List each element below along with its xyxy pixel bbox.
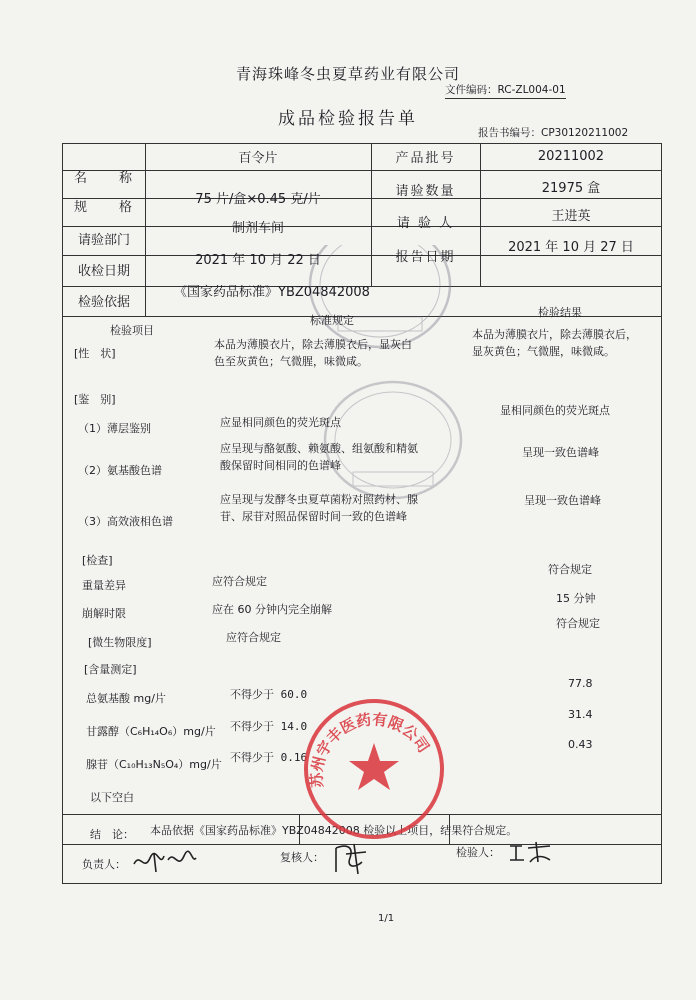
report-title: 成品检验报告单 bbox=[278, 109, 418, 129]
adenosine-result: 0.43 bbox=[568, 738, 593, 751]
microbial-item: [微生物限度] bbox=[88, 636, 152, 649]
disintegration-result: 15 分钟 bbox=[556, 592, 596, 605]
spec-label: 规 格 bbox=[73, 199, 134, 215]
section-inspection: [检查] bbox=[82, 554, 113, 567]
adenosine-item: 腺苷（C₁₀H₁₃N₅O₄）mg/片 bbox=[86, 758, 222, 771]
company-seal-icon bbox=[300, 695, 448, 843]
mannitol-standard: 不得少于 14.0 bbox=[230, 720, 308, 733]
report-date-value: 2021 年 10 月 27 日 bbox=[508, 239, 634, 255]
reviewer-label: 复核人： bbox=[280, 851, 324, 864]
receive-date-label: 收检日期 bbox=[77, 263, 130, 279]
department-value: 制剂车间 bbox=[231, 220, 284, 236]
section-assay: [含量测定] bbox=[84, 663, 137, 676]
section-character: [性 状] bbox=[74, 347, 116, 360]
amino-standard: 不得少于 60.0 bbox=[230, 688, 308, 701]
reviewer-signature-icon bbox=[332, 838, 374, 878]
column-standard-header: 标准规定 bbox=[310, 314, 354, 327]
microbial-result: 符合规定 bbox=[556, 617, 600, 630]
page-number: 1/1 bbox=[378, 913, 395, 924]
weight-result: 符合规定 bbox=[548, 563, 592, 576]
basis-value: 《国家药品标准》YBZ04842008 bbox=[174, 285, 370, 300]
disintegration-item: 崩解时限 bbox=[82, 607, 126, 620]
amino-result: 77.8 bbox=[568, 677, 593, 690]
mannitol-result: 31.4 bbox=[568, 708, 593, 721]
name-value: 百令片 bbox=[238, 151, 278, 166]
svg-text:苏州宇丰医药有限公司: 苏州宇丰医药有限公司 bbox=[307, 710, 433, 789]
requester-label: 请 验 人 bbox=[396, 215, 455, 231]
adenosine-standard: 不得少于 0.16 bbox=[230, 751, 308, 764]
batch-value: 20211002 bbox=[537, 149, 605, 164]
id1-item: （1）薄层鉴别 bbox=[78, 422, 151, 435]
column-result-header: 检验结果 bbox=[538, 306, 582, 319]
id1-result: 显相同颜色的荧光斑点 bbox=[500, 404, 610, 417]
id3-standard: 应呈现与发酵冬虫夏草菌粉对照药材、腺 苷、尿苷对照品保留时间一致的色谱峰 bbox=[220, 493, 418, 523]
id2-result: 呈现一致色谱峰 bbox=[522, 446, 599, 459]
id2-standard: 应呈现与酪氨酸、赖氨酸、组氨酸和精氨 酸保留时间相同的色谱峰 bbox=[220, 442, 418, 472]
conclusion-text: 本品依据《国家药品标准》YBZ04842008 检验以上项目，结果符合规定。 bbox=[150, 824, 518, 837]
quantity-value: 21975 盒 bbox=[541, 180, 601, 196]
report-date-label: 报告日期 bbox=[395, 249, 456, 265]
id2-item: （2）氨基酸色谱 bbox=[78, 464, 162, 477]
requester-value: 王进英 bbox=[551, 208, 591, 224]
department-label: 请验部门 bbox=[77, 232, 130, 248]
id3-result: 呈现一致色谱峰 bbox=[524, 494, 601, 507]
id1-standard: 应显相同颜色的荧光斑点 bbox=[220, 416, 341, 429]
blank-note: 以下空白 bbox=[90, 791, 134, 804]
amino-item: 总氨基酸 mg/片 bbox=[86, 692, 166, 705]
microbial-standard: 应符合规定 bbox=[226, 631, 281, 644]
inspector-label: 检验人： bbox=[456, 846, 500, 859]
name-label: 名 称 bbox=[73, 171, 134, 186]
character-result: 本品为薄膜衣片，除去薄膜衣后， 显灰黄色；气微腥，味微咸。 bbox=[472, 328, 637, 358]
character-standard: 本品为薄膜衣片，除去薄膜衣后，显灰白 色至灰黄色；气微腥，味微咸。 bbox=[214, 338, 412, 368]
id3-item: （3）高效液相色谱 bbox=[78, 515, 173, 528]
report-number: 报告书编号：CP30120211002 bbox=[478, 127, 629, 139]
responsible-label: 负责人： bbox=[82, 858, 126, 871]
disintegration-standard: 应在 60 分钟内完全崩解 bbox=[212, 603, 332, 616]
spec-value: 75 片/盒×0.45 克/片 bbox=[195, 191, 321, 207]
mannitol-item: 甘露醇（C₆H₁₄O₆）mg/片 bbox=[86, 725, 216, 738]
column-item-header: 检验项目 bbox=[110, 324, 154, 337]
section-identification: [鉴 别] bbox=[74, 393, 116, 406]
quantity-label: 请验数量 bbox=[395, 183, 456, 199]
weight-standard: 应符合规定 bbox=[212, 575, 267, 588]
file-number: 文件编码：RC-ZL004-01 bbox=[445, 82, 566, 99]
receive-date-value: 2021 年 10 月 22 日 bbox=[195, 252, 321, 268]
conclusion-label: 结 论： bbox=[90, 828, 134, 841]
responsible-signature-icon bbox=[130, 846, 200, 876]
basis-label: 检验依据 bbox=[77, 294, 130, 310]
batch-label: 产品批号 bbox=[395, 151, 456, 166]
company-name: 青海珠峰冬虫夏草药业有限公司 bbox=[235, 65, 460, 83]
weight-item: 重量差异 bbox=[82, 579, 126, 592]
inspector-signature-icon bbox=[506, 836, 554, 866]
